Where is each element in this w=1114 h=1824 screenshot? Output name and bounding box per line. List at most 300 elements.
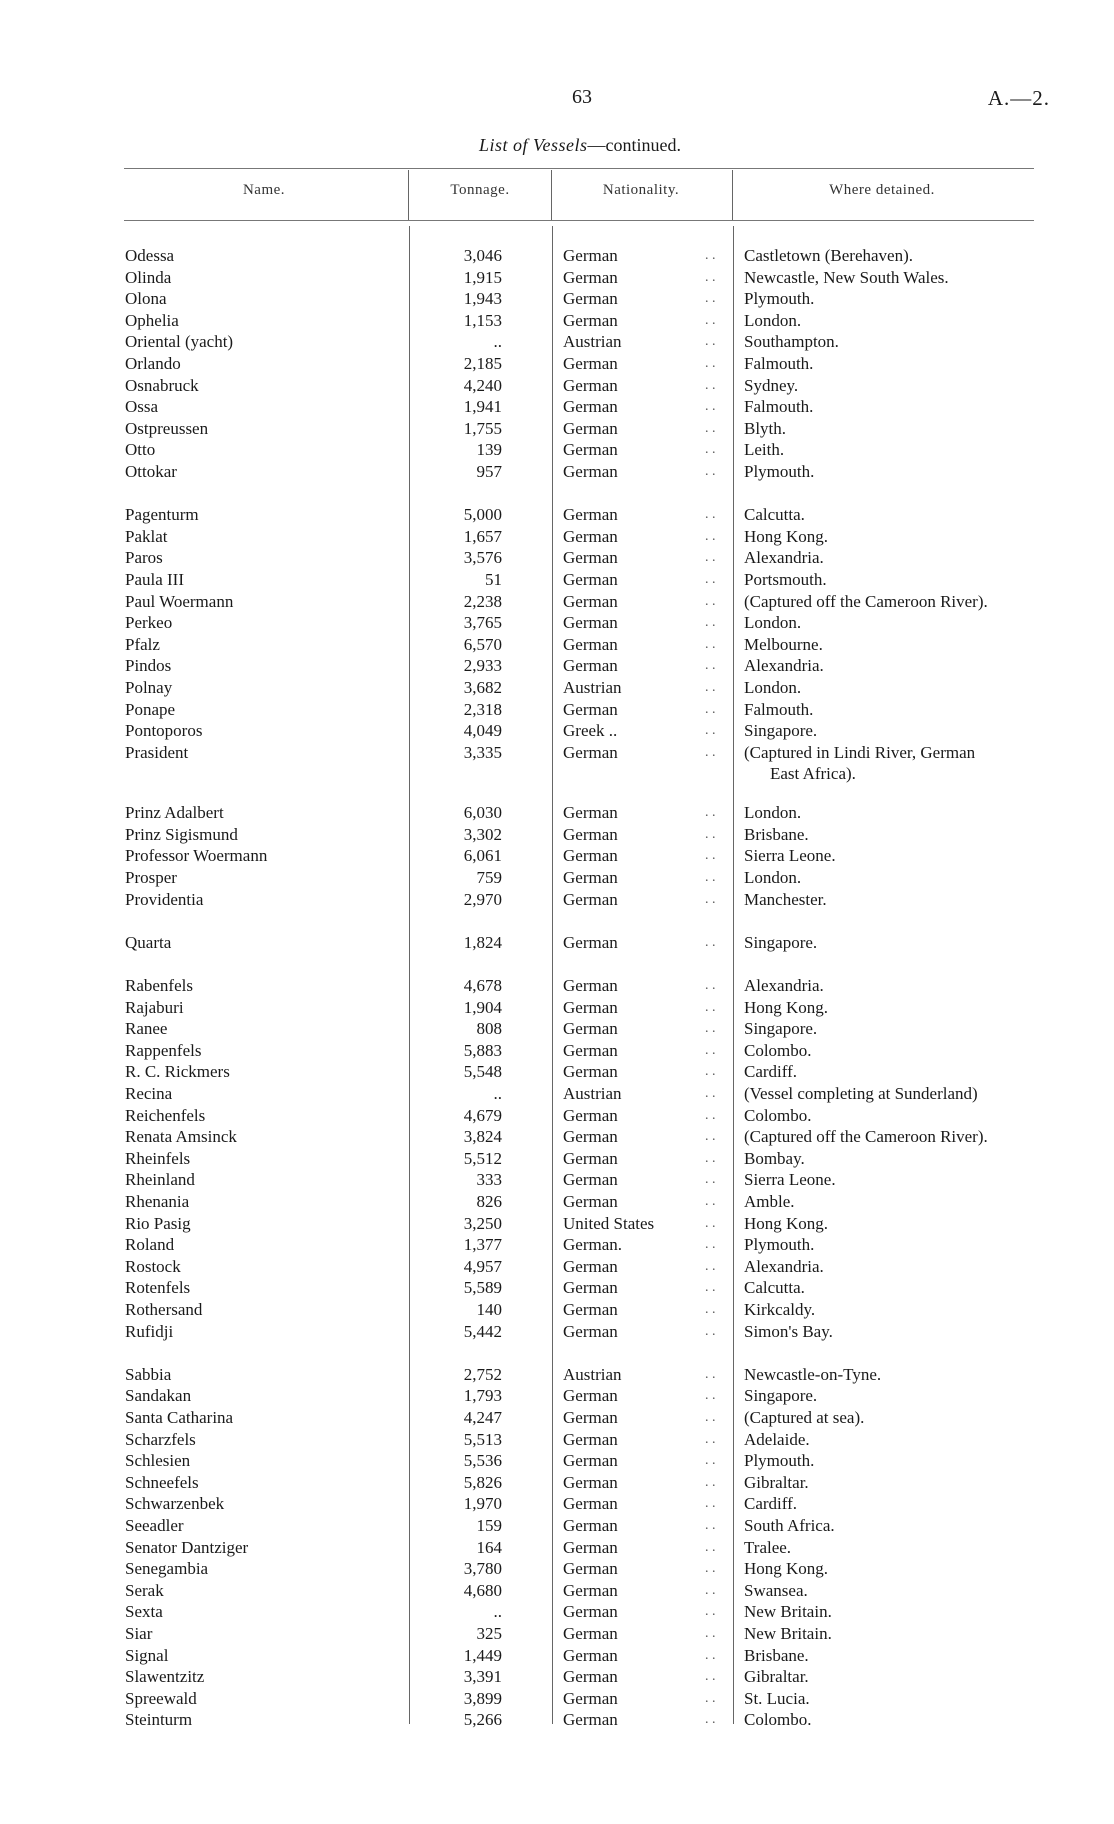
vessel-name: Paul Woermann xyxy=(125,592,234,611)
column-header-name: Name. xyxy=(242,182,286,198)
leader-dots: . . xyxy=(705,1453,716,1468)
vessel-where-detained: Newcastle, New South Wales. xyxy=(744,268,949,287)
table-row xyxy=(0,997,1114,1018)
vessel-where-detained: Singapore. xyxy=(744,1386,818,1405)
table-row xyxy=(0,742,1114,763)
vessel-nationality: German xyxy=(563,1386,618,1405)
table-row xyxy=(0,1580,1114,1601)
leader-dots: . . xyxy=(705,1648,716,1663)
table-row xyxy=(0,824,1114,845)
table-row xyxy=(0,867,1114,888)
vessel-name: Olona xyxy=(125,289,167,308)
vessel-name: Orlando xyxy=(125,354,181,373)
vessel-name: Rhenania xyxy=(125,1192,190,1211)
title-italic: List of Vessels xyxy=(479,135,588,155)
leader-dots: . . xyxy=(705,1216,716,1231)
document-reference: A.—2. xyxy=(987,86,1050,110)
table-row xyxy=(0,1623,1114,1644)
vessel-name: Paklat xyxy=(125,527,168,546)
leader-dots: . . xyxy=(705,1237,716,1252)
vessel-where-detained: Sydney. xyxy=(744,376,799,395)
vessel-where-detained: Newcastle-on-Tyne. xyxy=(744,1365,882,1384)
vessel-nationality: German xyxy=(563,246,618,265)
vessel-name: Perkeo xyxy=(125,613,173,632)
leader-dots: . . xyxy=(705,1432,716,1447)
vessel-where-detained: Plymouth. xyxy=(744,1451,815,1470)
vessel-name: Rotenfels xyxy=(125,1278,191,1297)
vessel-name: Rostock xyxy=(125,1257,181,1276)
table-row xyxy=(0,802,1114,823)
vessel-tonnage: 6,030 xyxy=(463,803,502,822)
leader-dots: . . xyxy=(705,550,716,565)
vessel-name: Pontoporos xyxy=(125,721,203,740)
vessel-name: Serak xyxy=(125,1581,164,1600)
vessel-nationality: Austrian xyxy=(563,1365,622,1384)
vessel-name: Prosper xyxy=(125,868,177,887)
vessel-name: Senegambia xyxy=(125,1559,209,1578)
vessel-name: Oriental (yacht) xyxy=(125,332,234,351)
table-row xyxy=(0,1407,1114,1428)
table-row xyxy=(0,331,1114,352)
vessel-nationality: German xyxy=(563,268,618,287)
vessel-where-detained: Swansea. xyxy=(744,1581,808,1600)
table-row xyxy=(0,526,1114,547)
vessel-tonnage: 1,755 xyxy=(463,419,502,438)
vessel-where-detained: Calcutta. xyxy=(744,1278,805,1297)
leader-dots: . . xyxy=(705,827,716,842)
vessel-nationality: German xyxy=(563,462,618,481)
vessel-where-detained: London. xyxy=(744,868,802,887)
vessel-where-detained: Amble. xyxy=(744,1192,795,1211)
vessel-where-detained: Plymouth. xyxy=(744,1235,815,1254)
header-divider xyxy=(408,170,409,220)
vessel-where-detained: Adelaide. xyxy=(744,1430,810,1449)
vessel-where-detained: (Captured off the Cameroon River). xyxy=(744,1127,988,1146)
vessel-where-detained: Hong Kong. xyxy=(744,998,829,1017)
vessel-name: Rappenfels xyxy=(125,1041,202,1060)
vessel-nationality: German xyxy=(563,1192,618,1211)
vessel-name: Ophelia xyxy=(125,311,179,330)
vessel-where-detained: Plymouth. xyxy=(744,462,815,481)
vessel-tonnage: 1,793 xyxy=(463,1386,502,1405)
vessel-where-detained: Melbourne. xyxy=(744,635,823,654)
vessel-tonnage: 826 xyxy=(476,1192,502,1211)
vessel-where-detained: Portsmouth. xyxy=(744,570,827,589)
leader-dots: . . xyxy=(705,248,716,263)
leader-dots: . . xyxy=(705,658,716,673)
vessel-name: Rheinfels xyxy=(125,1149,191,1168)
leader-dots: . . xyxy=(705,848,716,863)
vessel-where-detained: Hong Kong. xyxy=(744,1214,829,1233)
page-title xyxy=(0,135,1114,156)
vessel-tonnage: 1,153 xyxy=(463,311,502,330)
leader-dots: . . xyxy=(705,1086,716,1101)
vessel-where-detained: New Britain. xyxy=(744,1624,832,1643)
vessel-tonnage: 5,883 xyxy=(463,1041,502,1060)
table-row xyxy=(0,1385,1114,1406)
vessel-name: Sandakan xyxy=(125,1386,192,1405)
vessel-name: Otto xyxy=(125,440,156,459)
table-row xyxy=(0,1645,1114,1666)
vessel-tonnage: 1,657 xyxy=(463,527,502,546)
vessel-name: Schlesien xyxy=(125,1451,191,1470)
vessel-tonnage: 4,240 xyxy=(463,376,502,395)
vessel-tonnage: 1,904 xyxy=(463,998,502,1017)
vessel-tonnage: 1,943 xyxy=(463,289,502,308)
vessel-tonnage: 3,682 xyxy=(463,678,502,697)
vessel-name: Prinz Adalbert xyxy=(125,803,224,822)
table-row xyxy=(0,1277,1114,1298)
table-row xyxy=(0,353,1114,374)
leader-dots: . . xyxy=(705,1388,716,1403)
vessel-name: Schneefels xyxy=(125,1473,199,1492)
header-divider xyxy=(551,170,552,220)
column-header-tonnage: Tonnage. xyxy=(450,182,510,198)
leader-dots: . . xyxy=(705,1000,716,1015)
vessel-name: Rajaburi xyxy=(125,998,184,1017)
vessel-where-detained: Brisbane. xyxy=(744,825,809,844)
table-row xyxy=(0,1472,1114,1493)
vessel-name: Spreewald xyxy=(125,1689,197,1708)
vessel-nationality: German xyxy=(563,1559,618,1578)
vessel-where-detained: (Captured off the Cameroon River). xyxy=(744,592,988,611)
vessel-name: Polnay xyxy=(125,678,173,697)
table-row xyxy=(0,1493,1114,1514)
leader-dots: . . xyxy=(705,334,716,349)
table-row xyxy=(0,245,1114,266)
vessel-tonnage: 51 xyxy=(485,570,502,589)
leader-dots: . . xyxy=(705,1712,716,1727)
leader-dots: . . xyxy=(705,805,716,820)
vessel-name: Ottokar xyxy=(125,462,177,481)
vessel-tonnage: 3,899 xyxy=(463,1689,502,1708)
leader-dots: . . xyxy=(705,1151,716,1166)
table-header-rule xyxy=(124,220,1034,221)
vessel-where-detained: Sierra Leone. xyxy=(744,1170,836,1189)
table-row xyxy=(0,1213,1114,1234)
leader-dots: . . xyxy=(705,1302,716,1317)
vessel-tonnage: 4,679 xyxy=(463,1106,502,1125)
leader-dots: . . xyxy=(705,1691,716,1706)
vessel-name: Renata Amsinck xyxy=(125,1127,237,1146)
table-top-rule xyxy=(124,168,1034,169)
vessel-nationality: German xyxy=(563,1516,618,1535)
table-row xyxy=(0,1148,1114,1169)
vessel-tonnage: 5,826 xyxy=(463,1473,502,1492)
vessel-nationality: German xyxy=(563,803,618,822)
table-row xyxy=(0,1709,1114,1730)
vessel-name: Reichenfels xyxy=(125,1106,206,1125)
vessel-name: Rio Pasig xyxy=(125,1214,191,1233)
table-row xyxy=(0,1169,1114,1190)
table-row xyxy=(0,1018,1114,1039)
vessel-nationality: German xyxy=(563,527,618,546)
vessel-name: Santa Catharina xyxy=(125,1408,234,1427)
vessel-nationality: German xyxy=(563,998,618,1017)
vessel-tonnage: 4,247 xyxy=(463,1408,502,1427)
vessel-where-detained: (Vessel completing at Sunderland) xyxy=(744,1084,978,1103)
vessel-name: Steinturm xyxy=(125,1710,193,1729)
vessel-tonnage: 3,765 xyxy=(463,613,502,632)
leader-dots: . . xyxy=(705,870,716,885)
leader-dots: . . xyxy=(705,723,716,738)
leader-dots: . . xyxy=(705,1280,716,1295)
vessel-name: Pagenturm xyxy=(125,505,199,524)
vessel-where-detained: Simon's Bay. xyxy=(744,1322,833,1341)
vessel-name: Scharzfels xyxy=(125,1430,196,1449)
vessel-nationality: German xyxy=(563,1062,618,1081)
vessel-where-detained: Leith. xyxy=(744,440,785,459)
vessel-where-detained: Southampton. xyxy=(744,332,839,351)
vessel-where-detained: Manchester. xyxy=(744,890,827,909)
vessel-nationality: German xyxy=(563,440,618,459)
leader-dots: . . xyxy=(705,594,716,609)
vessel-where-detained: Singapore. xyxy=(744,933,818,952)
vessel-tonnage: 4,049 xyxy=(463,721,502,740)
vessel-tonnage: .. xyxy=(493,1084,502,1103)
table-row xyxy=(0,1515,1114,1536)
vessel-nationality: German xyxy=(563,1257,618,1276)
vessel-nationality: German xyxy=(563,1170,618,1189)
vessel-where-detained: Castletown (Berehaven). xyxy=(744,246,913,265)
vessel-tonnage: 4,680 xyxy=(463,1581,502,1600)
vessel-nationality: German xyxy=(563,311,618,330)
vessel-where-detained: Cardiff. xyxy=(744,1062,798,1081)
vessel-nationality: German xyxy=(563,397,618,416)
table-row xyxy=(0,1450,1114,1471)
vessel-tonnage: 164 xyxy=(476,1538,502,1557)
table-row xyxy=(0,1061,1114,1082)
vessel-name: Senator Dantziger xyxy=(125,1538,249,1557)
vessel-tonnage: 2,970 xyxy=(463,890,502,909)
leader-dots: . . xyxy=(705,1043,716,1058)
vessel-nationality: German xyxy=(563,846,618,865)
header-divider xyxy=(732,170,733,220)
table-row xyxy=(0,267,1114,288)
vessel-where-detained: Singapore. xyxy=(744,1019,818,1038)
table-row xyxy=(0,1191,1114,1212)
leader-dots: . . xyxy=(705,378,716,393)
vessel-name: Siar xyxy=(125,1624,153,1643)
vessel-nationality: German xyxy=(563,613,618,632)
vessel-nationality: German xyxy=(563,1473,618,1492)
leader-dots: . . xyxy=(705,1259,716,1274)
table-row xyxy=(0,1666,1114,1687)
vessel-where-detained: Tralee. xyxy=(744,1538,792,1557)
vessel-tonnage: 5,512 xyxy=(463,1149,502,1168)
leader-dots: . . xyxy=(705,1021,716,1036)
leader-dots: . . xyxy=(705,291,716,306)
table-row xyxy=(0,1321,1114,1342)
leader-dots: . . xyxy=(705,615,716,630)
vessel-name: Schwarzenbek xyxy=(125,1494,225,1513)
vessel-where-detained: Colombo. xyxy=(744,1710,812,1729)
vessel-tonnage: 2,752 xyxy=(463,1365,502,1384)
vessel-nationality: Austrian xyxy=(563,332,622,351)
title-suffix: —continued. xyxy=(587,135,681,155)
vessel-nationality: German xyxy=(563,1430,618,1449)
table-row xyxy=(0,1234,1114,1255)
vessel-tonnage: 3,250 xyxy=(463,1214,502,1233)
vessel-nationality: United States xyxy=(563,1214,655,1233)
vessel-where-detained: Colombo. xyxy=(744,1041,812,1060)
vessel-nationality: German xyxy=(563,548,618,567)
leader-dots: . . xyxy=(705,399,716,414)
table-row xyxy=(0,1256,1114,1277)
leader-dots: . . xyxy=(705,572,716,587)
vessel-name: Rufidji xyxy=(125,1322,174,1341)
vessel-tonnage: 3,576 xyxy=(463,548,502,567)
vessel-where-detained: Brisbane. xyxy=(744,1646,809,1665)
vessel-name: Rheinland xyxy=(125,1170,195,1189)
vessel-nationality: German xyxy=(563,1602,618,1621)
table-row xyxy=(0,1537,1114,1558)
leader-dots: . . xyxy=(705,637,716,652)
table-row xyxy=(0,1429,1114,1450)
vessel-nationality: German xyxy=(563,1278,618,1297)
vessel-nationality: German xyxy=(563,1019,618,1038)
vessel-tonnage: 957 xyxy=(476,462,502,481)
vessel-where-detained: St. Lucia. xyxy=(744,1689,810,1708)
table-row xyxy=(0,845,1114,866)
vessel-name: Ossa xyxy=(125,397,159,416)
table-row xyxy=(0,1126,1114,1147)
vessel-where-detained: London. xyxy=(744,678,802,697)
vessel-tonnage: 2,318 xyxy=(463,700,502,719)
vessel-nationality: German xyxy=(563,868,618,887)
leader-dots: . . xyxy=(705,745,716,760)
vessel-name: Paros xyxy=(125,548,163,567)
table-row xyxy=(0,439,1114,460)
leader-dots: . . xyxy=(705,1129,716,1144)
vessel-nationality: German xyxy=(563,1581,618,1600)
vessel-name: Rabenfels xyxy=(125,976,193,995)
vessel-name: Providentia xyxy=(125,890,204,909)
leader-dots: . . xyxy=(705,680,716,695)
leader-dots: . . xyxy=(705,1172,716,1187)
vessel-tonnage: 5,513 xyxy=(463,1430,502,1449)
vessel-tonnage: 4,957 xyxy=(463,1257,502,1276)
vessel-where-detained: Falmouth. xyxy=(744,397,814,416)
vessel-tonnage: 5,548 xyxy=(463,1062,502,1081)
vessel-tonnage: 3,335 xyxy=(463,743,502,762)
leader-dots: . . xyxy=(705,1604,716,1619)
vessel-tonnage: 2,185 xyxy=(463,354,502,373)
vessel-name: Signal xyxy=(125,1646,169,1665)
vessel-name: Ostpreussen xyxy=(125,419,209,438)
leader-dots: . . xyxy=(705,1367,716,1382)
table-row xyxy=(0,1601,1114,1622)
vessel-where-detained: Gibraltar. xyxy=(744,1667,809,1686)
vessel-tonnage: 1,915 xyxy=(463,268,502,287)
vessel-nationality: German xyxy=(563,933,618,952)
vessel-tonnage: 1,824 xyxy=(463,933,502,952)
vessel-where-detained: Hong Kong. xyxy=(744,527,829,546)
vessel-nationality: German xyxy=(563,1710,618,1729)
leader-dots: . . xyxy=(705,1561,716,1576)
table-row xyxy=(0,547,1114,568)
page-number: 63 xyxy=(572,86,592,108)
vessel-tonnage: 6,061 xyxy=(463,846,502,865)
leader-dots: . . xyxy=(705,702,716,717)
vessel-where-detained: Sierra Leone. xyxy=(744,846,836,865)
table-row xyxy=(0,634,1114,655)
vessel-name: Pfalz xyxy=(125,635,160,654)
vessel-tonnage: 139 xyxy=(476,440,502,459)
vessel-tonnage: 3,824 xyxy=(463,1127,502,1146)
leader-dots: . . xyxy=(705,356,716,371)
table-row xyxy=(0,310,1114,331)
leader-dots: . . xyxy=(705,1540,716,1555)
vessel-where-detained: New Britain. xyxy=(744,1602,832,1621)
vessel-tonnage: 5,266 xyxy=(463,1710,502,1729)
vessel-tonnage: 1,377 xyxy=(463,1235,502,1254)
vessel-nationality: German xyxy=(563,1149,618,1168)
leader-dots: . . xyxy=(705,1194,716,1209)
vessel-nationality: German xyxy=(563,1041,618,1060)
vessel-nationality: Austrian xyxy=(563,678,622,697)
vessel-name: Professor Woermann xyxy=(125,846,268,865)
vessel-where-detained: Bombay. xyxy=(744,1149,805,1168)
leader-dots: . . xyxy=(705,507,716,522)
vessel-nationality: German xyxy=(563,592,618,611)
vessel-nationality: German xyxy=(563,890,618,909)
vessel-nationality: German xyxy=(563,825,618,844)
vessel-name: Osnabruck xyxy=(125,376,199,395)
vessel-name: Seeadler xyxy=(125,1516,184,1535)
vessel-name: Sabbia xyxy=(125,1365,172,1384)
leader-dots: . . xyxy=(705,935,716,950)
vessel-name: Recina xyxy=(125,1084,173,1103)
table-row xyxy=(0,375,1114,396)
vessel-nationality: German. xyxy=(563,1235,623,1254)
vessel-nationality: German xyxy=(563,1646,618,1665)
leader-dots: . . xyxy=(705,1064,716,1079)
vessel-tonnage: 3,391 xyxy=(463,1667,502,1686)
leader-dots: . . xyxy=(705,442,716,457)
vessel-tonnage: 3,046 xyxy=(463,246,502,265)
column-header-where: Where detained. xyxy=(829,182,935,198)
vessel-nationality: Austrian xyxy=(563,1084,622,1103)
vessel-tonnage: 325 xyxy=(476,1624,502,1643)
vessel-nationality: German xyxy=(563,1408,618,1427)
vessel-name: Pindos xyxy=(125,656,172,675)
vessel-where-detained: (Captured in Lindi River, German xyxy=(744,743,976,762)
vessel-tonnage: 5,000 xyxy=(463,505,502,524)
vessel-nationality: German xyxy=(563,743,618,762)
vessel-nationality: German xyxy=(563,505,618,524)
vessel-tonnage: 2,933 xyxy=(463,656,502,675)
table-row xyxy=(0,1558,1114,1579)
vessel-nationality: German xyxy=(563,289,618,308)
leader-dots: . . xyxy=(705,1108,716,1123)
vessel-where-detained: Calcutta. xyxy=(744,505,805,524)
vessel-where-detained: Singapore. xyxy=(744,721,818,740)
vessel-nationality: German xyxy=(563,635,618,654)
table-row xyxy=(0,932,1114,953)
vessel-nationality: German xyxy=(563,656,618,675)
vessel-nationality: German xyxy=(563,1106,618,1125)
vessel-tonnage: 3,302 xyxy=(463,825,502,844)
leader-dots: . . xyxy=(705,1496,716,1511)
vessel-where-detained: (Captured at sea). xyxy=(744,1408,865,1427)
table-row xyxy=(0,418,1114,439)
table-row xyxy=(0,699,1114,720)
vessel-nationality: German xyxy=(563,419,618,438)
vessel-nationality: German xyxy=(563,1322,618,1341)
vessel-where-detained: Alexandria. xyxy=(744,656,824,675)
vessel-name: Rothersand xyxy=(125,1300,203,1319)
